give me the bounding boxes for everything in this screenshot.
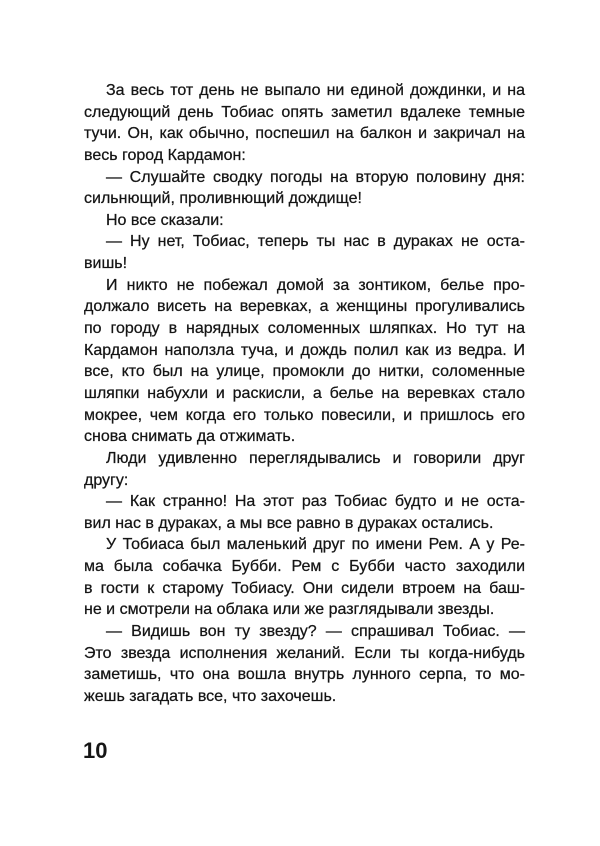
page-number: 10 (83, 738, 108, 763)
text-line: Это звезда исполнения желаний. Если ты когда-нибудь (84, 644, 525, 662)
text-line: ма была собачка Бубби. Рем с Бубби часто заходили (84, 558, 525, 576)
text-line: шляпки набухли и раскисли, а белье на веревках стало (84, 384, 525, 402)
text-line: тучи. Он, как обычно, поспешил на балкон и закричал на (84, 125, 525, 143)
text-line: по городу в нарядных соломенных шляпках. Но тут на (84, 320, 525, 338)
text-line: должало висеть на веревках, а женщины прогуливались (84, 298, 525, 316)
text-line: другу: (84, 471, 129, 489)
text-line: жешь загадать все, что захочешь. (84, 687, 337, 705)
paragraph (84, 80, 525, 167)
text-line: заметишь, что она вошла внутрь лунного серпа, то мо- (84, 666, 525, 684)
text-line: мокрее, чем когда его только повесили, и пришлось его (84, 406, 525, 424)
paragraph (84, 210, 525, 232)
paragraph (84, 534, 525, 621)
text-line: — Слушайте сводку погоды на вторую половину дня: (106, 168, 525, 186)
text-line: следующий день Тобиас опять заметил вдалеке темные (84, 103, 525, 121)
text-line: И никто не побежал домой за зонтиком, белье про- (106, 276, 525, 294)
paragraph (84, 621, 525, 708)
text-line: вишь! (84, 255, 128, 273)
text-line: весь город Кардамон: (84, 146, 246, 164)
text-line: в гости к старому Тобиасу. Они сидели втроем на баш- (84, 579, 525, 597)
text-line: Люди удивленно переглядывались и говорили друг (106, 449, 525, 467)
text-line: За весь тот день не выпало ни единой дождинки, и на (106, 82, 525, 99)
text-line: не и смотрели на облака или же разглядывали звезды. (84, 601, 495, 619)
text-line: Кардамон наползла туча, и дождь полил как из ведра. И (84, 341, 525, 359)
text-line: все, кто был на улице, промокли до нитки, соломенные (84, 363, 525, 381)
paragraph (84, 167, 525, 210)
body-text (84, 80, 525, 708)
paragraph (84, 275, 525, 448)
paragraph (84, 491, 525, 534)
text-line: — Как странно! На этот раз Тобиас будто и не оста- (106, 493, 525, 511)
text-line: Но все сказали: (106, 211, 224, 229)
text-line: — Видишь вон ту звезду? — спрашивал Тобиас. — (106, 623, 525, 641)
text-line: — Ну нет, Тобиас, теперь ты нас в дураках не оста- (106, 233, 525, 251)
text-line: вил нас в дураках, а мы все равно в дураках остались. (84, 514, 494, 532)
text-line: У Тобиаса был маленький друг по имени Рем. А у Ре- (106, 536, 525, 554)
paragraph (84, 448, 525, 491)
paragraph (84, 231, 525, 274)
text-line: снова снимать да отжимать. (84, 428, 296, 446)
text-line: сильнющий, проливнющий дождище! (84, 190, 362, 208)
